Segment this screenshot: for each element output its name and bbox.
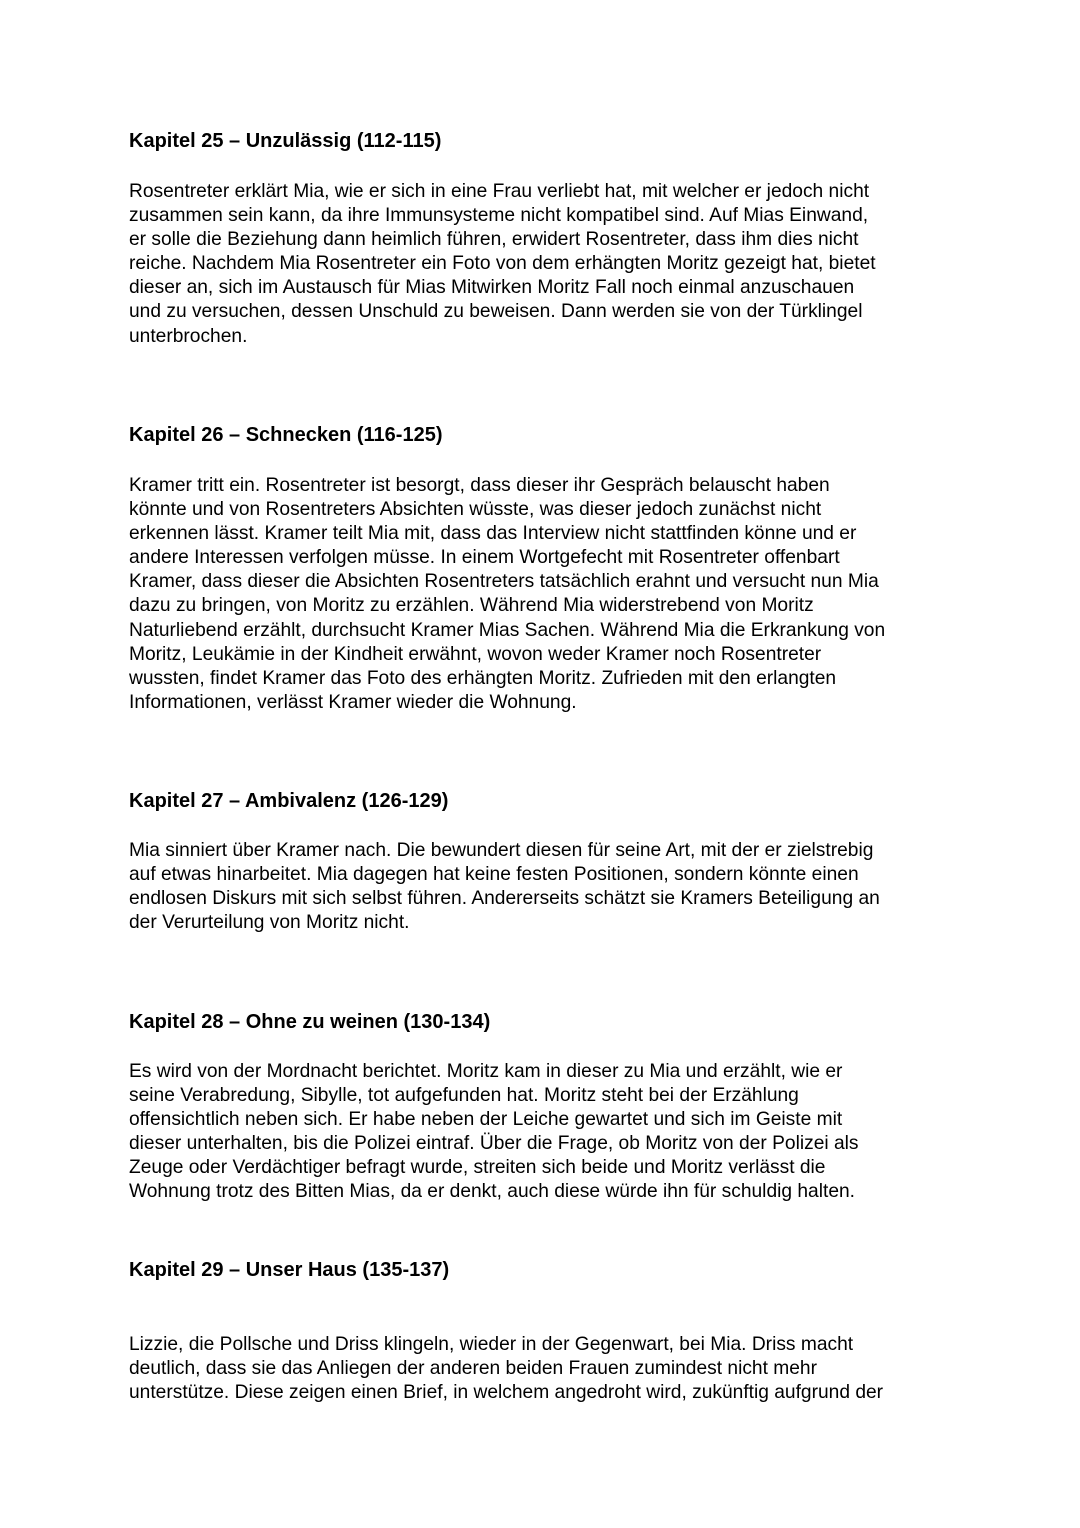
text-line: dieser an, sich im Austausch für Mias Mitwirken Moritz Fall noch einmal anzuschauen [129, 277, 855, 299]
text-line: deutlich, dass sie das Anliegen der anderen beiden Frauen zumindest nicht mehr [129, 1358, 817, 1380]
chapter-heading: Kapitel 25 – Unzulässig (112-115) [129, 130, 442, 152]
text-line: könnte und von Rosentreters Absichten wüsste, was dieser jedoch zunächst nicht [129, 499, 822, 521]
chapter-25 [129, 129, 959, 349]
text-line: Lizzie, die Pollsche und Driss klingeln, wieder in der Gegenwart, bei Mia. Driss macht [129, 1334, 854, 1355]
chapter-paragraph [129, 839, 959, 935]
text-line: Zeuge oder Verdächtiger befragt wurde, streiten sich beide und Moritz verlässt die [129, 1157, 826, 1179]
text-line: offensichtlich neben sich. Er habe neben der Leiche gewartet und sich im Geiste mit [129, 1109, 843, 1131]
chapter-paragraph [129, 180, 959, 349]
text-line: Naturliebend erzählt, durchsucht Kramer Mias Sachen. Während Mia die Erkrankung von [129, 619, 886, 641]
chapter-26 [129, 423, 959, 715]
chapter-paragraph [129, 1060, 959, 1205]
text-line: unterstütze. Diese zeigen einen Brief, in welchem angedroht wird, zukünftig aufgrund der [129, 1382, 884, 1404]
text-line: Wohnung trotz des Bitten Mias, da er denkt, auch diese würde ihn für schuldig halten. [129, 1181, 855, 1203]
text-line: zusammen sein kann, da ihre Immunsysteme nicht kompatibel sind. Auf Mias Einwand, [129, 205, 869, 227]
text-line: Kramer tritt ein. Rosentreter ist besorgt, dass dieser ihr Gespräch belauscht haben [129, 475, 830, 496]
text-line: Rosentreter erklärt Mia, wie er sich in eine Frau verliebt hat, mit welcher er jedoch nicht [129, 181, 870, 202]
text-line: auf etwas hinarbeitet. Mia dagegen hat keine festen Positionen, sondern könnte einen [129, 864, 859, 886]
text-line: Kramer, dass dieser die Absichten Rosentreters tatsächlich erahnt und versucht nun Mia [129, 571, 879, 593]
text-line: er solle die Beziehung dann heimlich führen, erwidert Rosentreter, dass ihm dies nicht [129, 229, 859, 251]
text-line: Mia sinniert über Kramer nach. Die bewundert diesen für seine Art, mit der er zielstrebig [129, 840, 874, 861]
text-line: seine Verabredung, Sibylle, tot aufgefunden hat. Moritz steht bei der Erzählung [129, 1085, 799, 1107]
text-line: wussten, findet Kramer das Foto des erhängten Moritz. Zufrieden mit den erlangten [129, 667, 837, 689]
text-line: Informationen, verlässt Kramer wieder die Wohnung. [129, 691, 577, 713]
chapter-heading: Kapitel 29 – Unser Haus (135-137) [129, 1259, 450, 1281]
text-line: dazu zu bringen, von Moritz zu erzählen. Während Mia widerstrebend von Moritz [129, 595, 814, 617]
text-line: Es wird von der Mordnacht berichtet. Moritz kam in dieser zu Mia und erzählt, wie er [129, 1061, 843, 1082]
text-line: erkennen lässt. Kramer teilt Mia mit, dass das Interview nicht stattfinden könne und er [129, 523, 857, 545]
chapter-paragraph [129, 1333, 959, 1405]
text-line: andere Interessen verfolgen müsse. In einem Wortgefecht mit Rosentreter offenbart [129, 547, 840, 569]
chapter-28 [129, 1010, 959, 1205]
text-line: Moritz, Leukämie in der Kindheit erwähnt, wovon weder Kramer noch Rosentreter [129, 643, 822, 665]
text-line: dieser unterhalten, bis die Polizei eintraf. Über die Frage, ob Moritz von der Polizei als [129, 1133, 859, 1155]
text-line: der Verurteilung von Moritz nicht. [129, 912, 410, 934]
chapter-heading: Kapitel 27 – Ambivalenz (126-129) [129, 790, 449, 812]
chapter-27 [129, 789, 959, 935]
text-line: und zu versuchen, dessen Unschuld zu beweisen. Dann werden sie von der Türklingel [129, 301, 863, 323]
chapter-29 [129, 1258, 959, 1405]
chapter-heading: Kapitel 28 – Ohne zu weinen (130-134) [129, 1011, 491, 1033]
text-line: reiche. Nachdem Mia Rosentreter ein Foto von dem erhängten Moritz gezeigt hat, bietet [129, 253, 876, 275]
text-line: unterbrochen. [129, 325, 248, 347]
text-line: endlosen Diskurs mit sich selbst führen. Andererseits schätzt sie Kramers Beteiligung an [129, 888, 880, 910]
chapter-paragraph [129, 474, 959, 715]
chapter-heading: Kapitel 26 – Schnecken (116-125) [129, 424, 443, 446]
